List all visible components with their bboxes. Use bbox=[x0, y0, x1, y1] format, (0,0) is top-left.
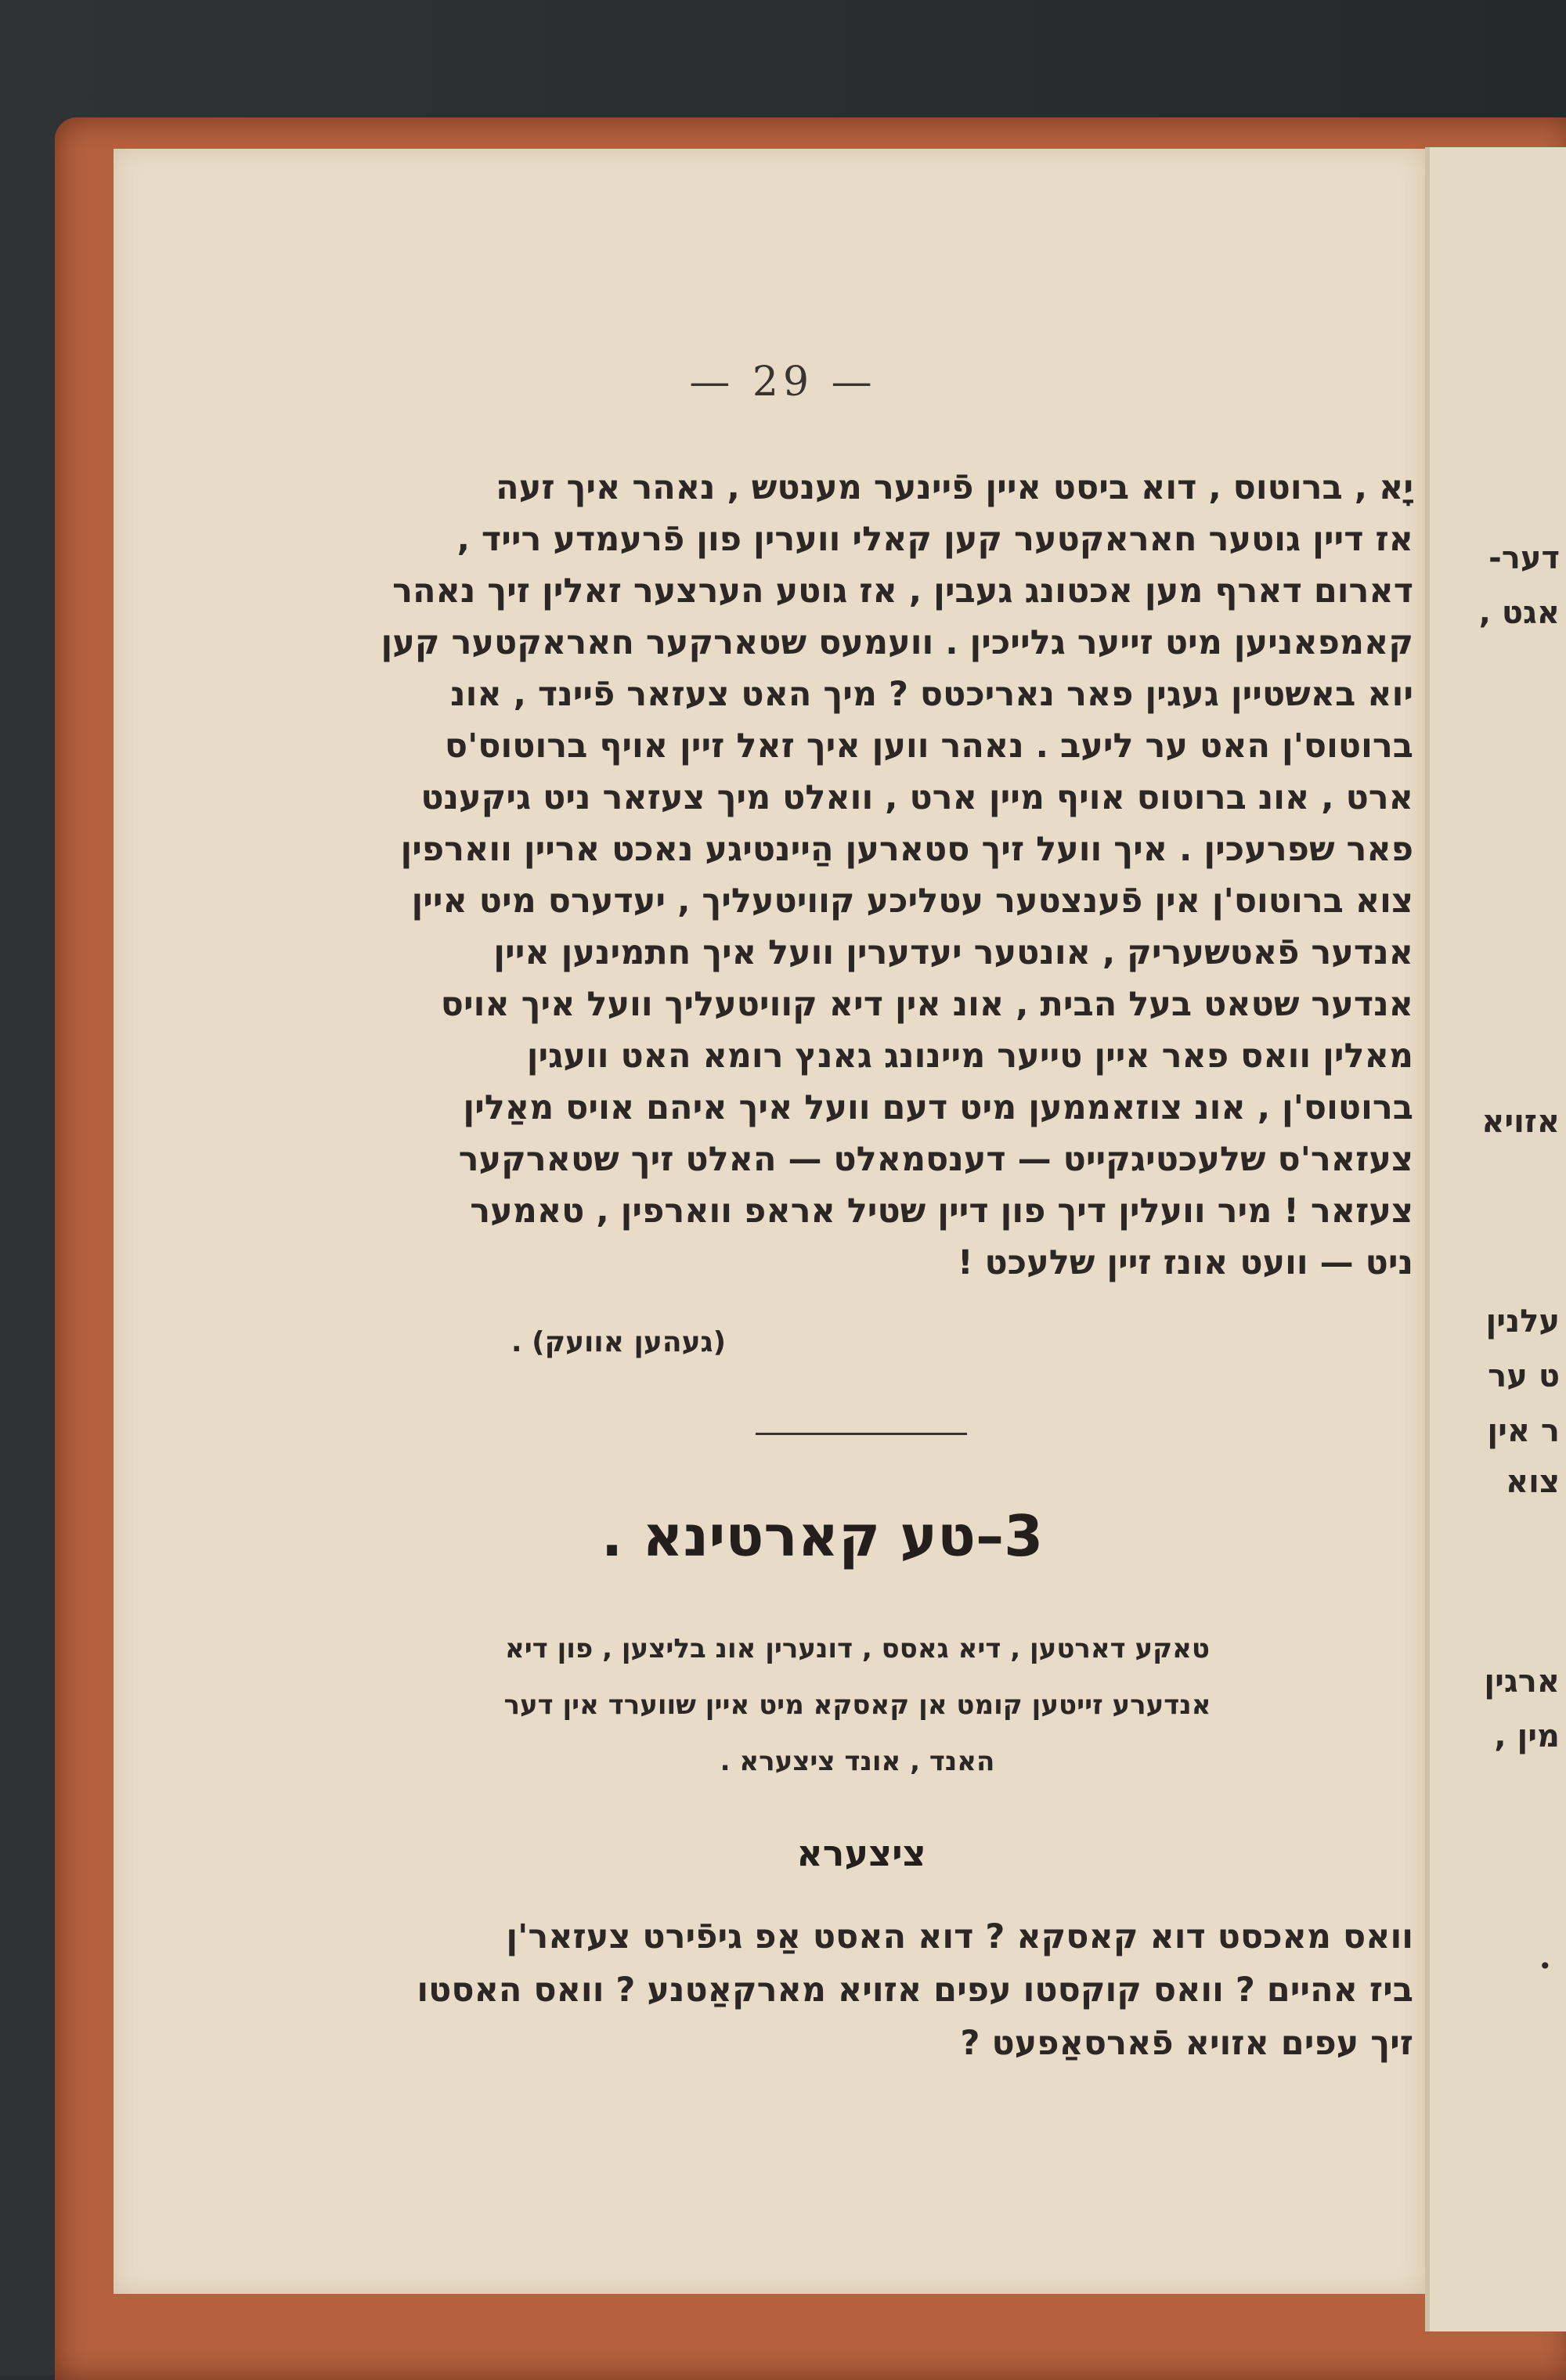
next-page-fragment: דער- bbox=[1488, 540, 1560, 576]
main-text-block bbox=[290, 462, 1413, 1289]
dot-mark: • bbox=[1539, 1953, 1552, 1979]
next-page-fragment: ארגין bbox=[1484, 1664, 1560, 1700]
text-line: ברוטוס'ן , אונ צוזאממען מיט דעם וועל איך איהם אויס מאַלין bbox=[463, 1088, 1413, 1127]
text-line: אנדער שטאט בעל הבית , אונ אין דיא קוויטעליך וועל איך אויס bbox=[440, 985, 1413, 1024]
text-line: צעזאר ! מיר וועלין דיך פון דיין שטיל אראפ ווארפין , טאמער bbox=[470, 1192, 1413, 1231]
page-number: — 29 — bbox=[689, 359, 877, 406]
dialogue-line: ביז אהיים ? וואס קוקסטו עפים אזויא מארקאַטנע ? וואס האסטו bbox=[417, 1971, 1413, 2010]
next-page-fragment: אגט , bbox=[1478, 595, 1560, 631]
text-line: אנדער פֿאטשעריק , אונטער יעדערין וועל איך חתמינען איין bbox=[493, 933, 1413, 972]
text-line: צעזאר'ס שלעכטיגקייט — דענסמאלט — האלט זיך שטארקער bbox=[458, 1140, 1413, 1179]
next-page-fragment: צוא bbox=[1506, 1464, 1560, 1500]
dialogue-line: זיך עפים אזויא פֿארסאַפעט ? bbox=[960, 2024, 1413, 2063]
text-line: ניט — וועט אונז זיין שלעכט ! bbox=[957, 1243, 1413, 1282]
stage-direction-line: טאקע דארטען , דיא גאסס , דונערין אונ בליצען , פון דיא bbox=[505, 1633, 1210, 1664]
speaker-name: ציצערא bbox=[796, 1832, 926, 1874]
next-page-fragment: מין , bbox=[1494, 1718, 1560, 1754]
text-line: יוא באשטיין געגין פאר נאריכטס ? מיך האט צעזאר פֿיינד , אונ bbox=[450, 675, 1413, 714]
text-line: פאר שפרעכין . איך וועל זיך סטארען הַיינטיגע נאכט אריין ווארפין bbox=[400, 830, 1413, 869]
stage-direction-line: האנד , אונד ציצערא . bbox=[720, 1746, 995, 1777]
text-line: קאמפאניען מיט זייער גלייכין . וועמעס שטארקער חאראקטער קען bbox=[381, 623, 1413, 662]
stage-directions bbox=[407, 1621, 1308, 1790]
next-page-fragment: עלנין bbox=[1485, 1304, 1560, 1340]
next-page-edge bbox=[1425, 147, 1566, 2331]
text-line: ארט , אונ ברוטוס אויף מיין ארט , וואלט מיך צעזאר ניט גיקענט bbox=[420, 778, 1413, 817]
text-line: יָא , ברוטוס , דוא ביסט איין פֿיינער מענטש , נאהר איך זעה bbox=[496, 468, 1413, 507]
dialogue-block bbox=[305, 1910, 1413, 2070]
text-line: צוא ברוטוס'ן אין פֿענצטער עטליכע קוויטעליך , יעדערס מיט איין bbox=[411, 882, 1413, 921]
text-line: דארום דארף מען אכטונג געבין , אז גוטע הערצער זאלין זיך נאהר bbox=[392, 572, 1413, 611]
stage-exit-note: (געהען אוועק) . bbox=[511, 1326, 727, 1358]
text-line: אז דיין גוטער חאראקטער קען קאלי ווערין פון פֿרעמדע רייד , bbox=[456, 520, 1413, 559]
text-line: מאלין וואס פאר איין טייער מיינונג גאנץ רומא האט וועגין bbox=[526, 1037, 1413, 1076]
next-page-fragment: אזויא bbox=[1481, 1104, 1560, 1140]
next-page-fragment: ט ער bbox=[1488, 1358, 1560, 1394]
section-title: 3–טע קארטינא . bbox=[601, 1503, 1044, 1569]
text-line: ברוטוס'ן האט ער ליעב . נאהר ווען איך זאל זיין אויף ברוטוס'ס bbox=[444, 727, 1413, 766]
section-divider bbox=[756, 1433, 967, 1435]
stage-direction-line: אנדערע זייטען קומט אן קאסקא מיט איין שווערד אין דער bbox=[503, 1689, 1211, 1721]
dialogue-line: וואס מאכסט דוא קאסקא ? דוא האסט אַפ גיפֿירט צעזאר'ן bbox=[506, 1917, 1413, 1956]
next-page-fragment: ר אין bbox=[1487, 1413, 1560, 1449]
